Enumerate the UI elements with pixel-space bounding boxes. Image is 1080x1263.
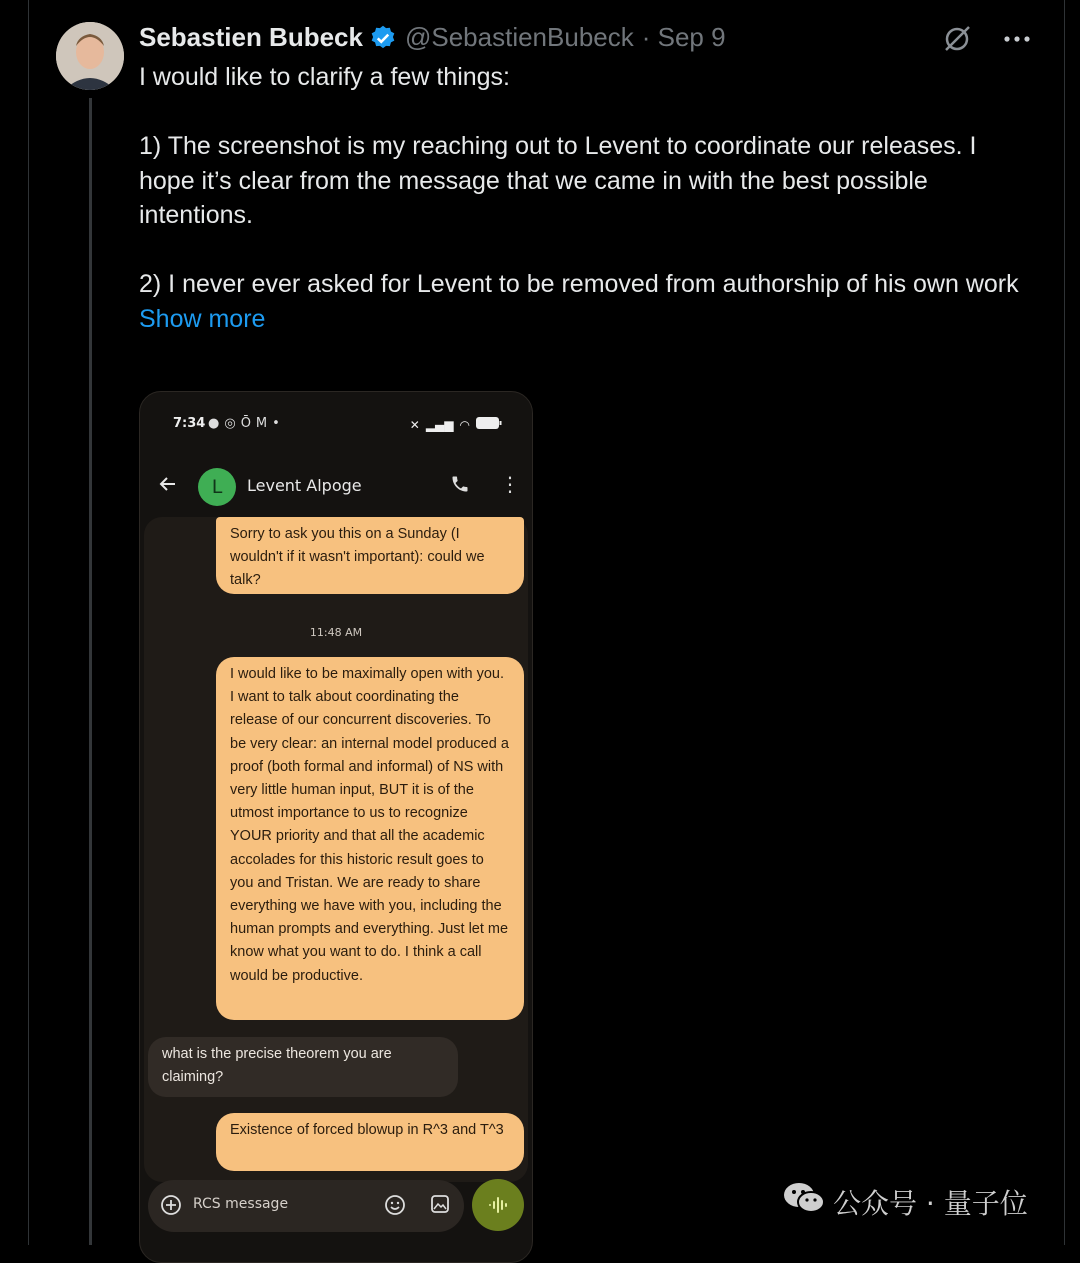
post-line-1: I would like to clarify a few things: [139, 63, 510, 91]
plus-icon[interactable] [160, 1194, 182, 1220]
contact-name[interactable]: Levent Alpoge [247, 476, 362, 495]
wifi-icon: ◠ [459, 417, 470, 432]
thread-line [89, 98, 92, 1245]
author-name[interactable]: Sebastien Bubeck [139, 22, 363, 52]
message-bubble-out[interactable]: Sorry to ask you this on a Sunday (I wouldn't if it wasn't important): could we talk? [216, 517, 524, 594]
compose-input[interactable]: RCS message [193, 1196, 289, 1212]
status-bar [140, 392, 532, 452]
battery-icon [476, 417, 502, 432]
wechat-watermark [783, 1180, 1028, 1223]
back-arrow-icon[interactable] [158, 474, 178, 499]
avatar[interactable] [56, 22, 124, 90]
more-notifications-icon: • [272, 416, 280, 431]
watermark-text: 公众号 · 量子位 [833, 1186, 1028, 1220]
screenshot-image[interactable] [139, 391, 533, 1263]
post-date[interactable]: · Sep 9 [641, 22, 726, 52]
voice-icon[interactable] [472, 1179, 524, 1231]
message-list [144, 517, 528, 1182]
message-bubble-out[interactable]: I would like to be maximally open with you. I want to talk about coordinating the release of our concurrent discoveries. To be very clear: an internal model produced a proof (both formal and informal) of NS with very little human input, BUT it is of the utmost importance to us to recognize YOUR priority and that all the academic accolades for this historic result goes to you and Tristan. We are ready to share everything we have with you, including the human prompts and everything. Just let me know what you want to do. I think a call would be productive. [216, 657, 524, 1020]
wechat-icon [783, 1180, 825, 1223]
kebab-icon[interactable]: ⋮ [500, 472, 520, 496]
post-actions [940, 22, 1034, 56]
contact-avatar[interactable]: L [198, 468, 236, 506]
post-body [139, 60, 1029, 336]
author-handle[interactable]: @SebastienBubeck [404, 22, 634, 52]
notification-dot-icon: ● [208, 416, 220, 431]
signal-icon: ▂▄▆ [425, 417, 454, 432]
post-line-2: 1) The screenshot is my reaching out to Levent to coordinate our releases. I hope it’s clear from the message that we came in with the best possible intentions. [139, 132, 977, 229]
whatsapp-icon: ◎ [224, 416, 236, 431]
status-time: 7:34 [173, 416, 206, 431]
mute-icon: ✕ [409, 417, 420, 432]
post-header [139, 22, 726, 53]
conversation-appbar [140, 462, 532, 510]
message-bubble-out[interactable]: Existence of forced blowup in R^3 and T^3 [216, 1113, 524, 1171]
more-icon[interactable] [1000, 22, 1034, 56]
post-line-3: 2) I never ever asked for Levent to be removed from authorship of his own work [139, 270, 1019, 298]
gallery-icon[interactable] [430, 1194, 450, 1218]
notification-icons [208, 416, 280, 431]
notification-icon: Ō [240, 416, 251, 431]
compose-bar[interactable] [148, 1180, 464, 1232]
message-timestamp: 11:48 AM [309, 626, 363, 639]
show-more-link[interactable]: Show more [139, 304, 266, 333]
gmail-icon: M [255, 416, 268, 431]
message-bubble-in[interactable]: what is the precise theorem you are claiming? [148, 1037, 458, 1097]
grok-icon[interactable] [940, 22, 974, 56]
verified-badge-icon [369, 24, 397, 52]
emoji-icon[interactable] [384, 1194, 406, 1220]
system-icons [410, 417, 502, 432]
phone-icon[interactable] [450, 474, 470, 498]
